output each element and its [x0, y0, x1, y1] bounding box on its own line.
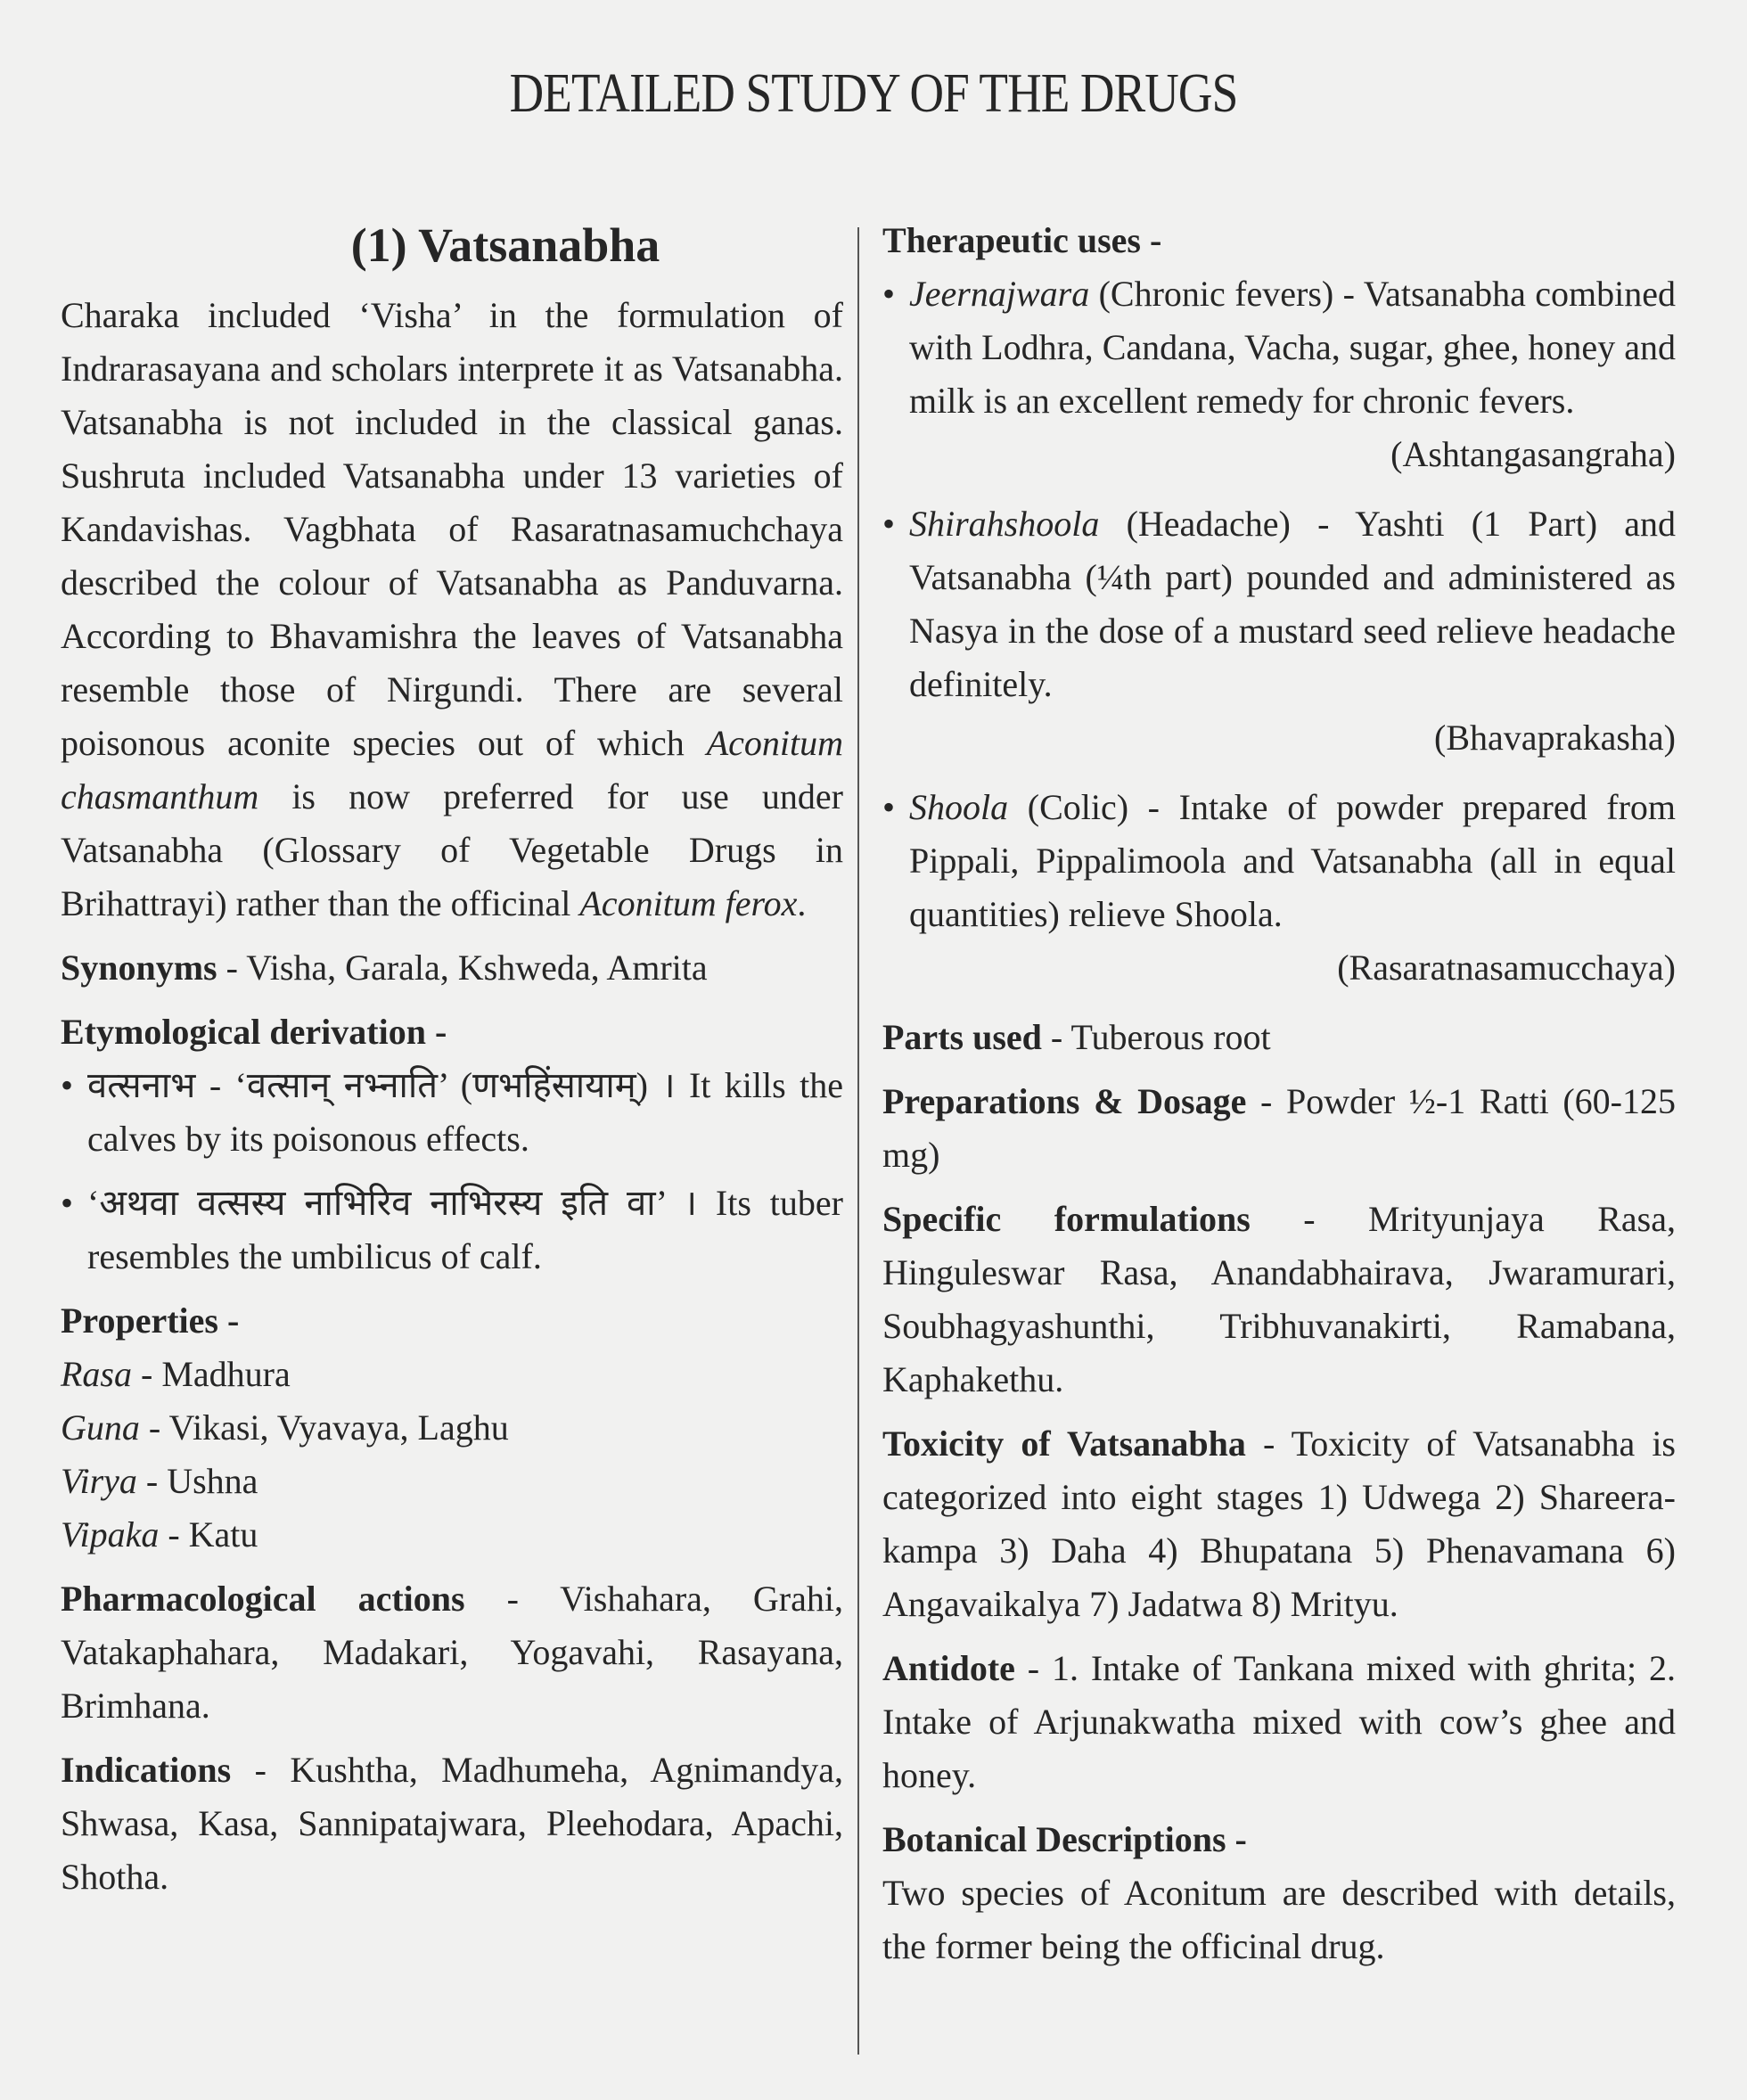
- synonyms: [61, 941, 843, 995]
- property-vipaka: [61, 1508, 843, 1562]
- therapeutic-label: Therapeutic uses -: [882, 220, 1162, 260]
- intro-text: .: [797, 883, 807, 923]
- property-term: Vipaka: [61, 1514, 160, 1554]
- item-term: Shoola: [909, 787, 1009, 827]
- property-value: - Katu: [159, 1514, 258, 1554]
- section-text: - Tuberous root: [1041, 1017, 1271, 1057]
- intro-paragraph: [61, 289, 843, 931]
- section-label: Specific formulations: [882, 1199, 1251, 1239]
- antidote: [882, 1642, 1676, 1802]
- intro-text: Charaka included ‘Visha’ in the formulation of Indrarasayana and scholars interprete it as Vatsanabha. Vatsanabha is not included in the classical ganas. Sushruta included Vatsanabha under 13 varieties of Kandavishas. Vagbhata of Rasaratnasamuchchaya described the colour of Vatsanabha as Panduvarna. According to Bhavamishra the leaves of Vatsanabha resemble those of Nirgundi. There are several poisonous aconite species out of which: [61, 295, 843, 763]
- section-label: Preparations & Dosage: [882, 1081, 1247, 1121]
- parts-used: [882, 1011, 1676, 1064]
- pharmacological-actions: [61, 1572, 843, 1733]
- etymology-label: Etymological derivation -: [61, 1012, 447, 1052]
- drug-heading: (1) Vatsanabha: [350, 218, 660, 272]
- item-text: (Colic) - Intake of powder prepared from Pippali, Pippalimoola and Vatsanabha (all in equal quantities) relieve Shoola.: [909, 787, 1676, 934]
- item-text: (Headache) - Yashti (1 Part) and Vatsanabha (¼th part) pounded and administered as Nasya in the dose of a mustard seed relieve headache definitely.: [909, 504, 1676, 704]
- property-value: - Vikasi, Vyavaya, Laghu: [139, 1407, 509, 1448]
- botanical-text: Two species of Aconitum are described with details, the former being the officinal drug.: [882, 1873, 1676, 1966]
- therapeutic-item: [882, 497, 1676, 711]
- section-text: - Visha, Garala, Kshweda, Amrita: [217, 947, 708, 988]
- section-label: Pharmacological actions: [61, 1579, 465, 1619]
- etymology-item: • वत्सनाभ - ‘वत्सान् नभ्नाति’ (णभहिंसायाम्) । It kills the calves by its poisonous effects.: [61, 1059, 843, 1166]
- citation: (Bhavaprakasha): [1434, 718, 1676, 758]
- property-term: Guna: [61, 1407, 140, 1448]
- section-label: Toxicity of Vatsanabha: [882, 1423, 1246, 1464]
- property-rasa: [61, 1348, 843, 1401]
- section-label: Indications: [61, 1750, 232, 1790]
- property-term: Rasa: [61, 1354, 132, 1394]
- section-label: Parts used: [882, 1017, 1042, 1057]
- property-term: Virya: [61, 1461, 137, 1501]
- therapeutic-item: [882, 781, 1676, 941]
- left-column: [61, 214, 843, 1915]
- item-term: Shirahshoola: [909, 504, 1100, 544]
- properties-label: Properties -: [61, 1300, 240, 1341]
- property-virya: [61, 1455, 843, 1508]
- species-name: Aconitum chasmanthum: [61, 723, 843, 816]
- property-value: - Ushna: [136, 1461, 258, 1501]
- section-text: - Powder ½-1 Ratti (60-125 mg): [882, 1081, 1677, 1175]
- section-label: Synonyms: [61, 947, 217, 988]
- etymology-item: • ‘अथवा वत्सस्य नाभिरिव नाभिरस्य इति वा’ । Its tuber resembles the umbilicus of calf.: [61, 1177, 843, 1284]
- page-title: DETAILED STUDY OF THE DRUGS: [509, 63, 1238, 124]
- section-text: - Kushtha, Madhumeha, Agnimandya, Shwasa, Kasa, Sannipatajwara, Pleehodara, Apachi, Shotha.: [61, 1750, 843, 1897]
- right-column: [882, 214, 1676, 1984]
- citation: (Rasaratnasamucchaya): [1337, 947, 1676, 988]
- section-text: - Vishahara, Grahi, Vatakaphahara, Madakari, Yogavahi, Rasayana, Brimhana.: [61, 1579, 843, 1726]
- preparations-dosage: [882, 1075, 1676, 1182]
- section-text: - 1. Intake of Tankana mixed with ghrita; 2. Intake of Arjunakwatha mixed with cow’s ghee and honey.: [882, 1648, 1676, 1795]
- section-label: Antidote: [882, 1648, 1015, 1688]
- intro-text: is now preferred for use under Vatsanabha (Glossary of Vegetable Drugs in Brihattrayi) rather than the officinal: [61, 776, 843, 923]
- property-value: - Madhura: [132, 1354, 291, 1394]
- item-term: Jeernajwara: [909, 274, 1090, 314]
- therapeutic-item: [882, 267, 1676, 428]
- section-text: - Mrityunjaya Rasa, Hinguleswar Rasa, Anandabhairava, Jwaramurari, Soubhagyashunthi, Tribhuvanakirti, Ramabana, Kaphakethu.: [882, 1199, 1676, 1399]
- property-guna: [61, 1401, 843, 1455]
- toxicity: [882, 1417, 1676, 1631]
- species-name: Aconitum ferox: [579, 883, 798, 923]
- item-text: (Chronic fevers) - Vatsanabha combined with Lodhra, Candana, Vacha, sugar, ghee, honey and milk is an excellent remedy for chronic fevers.: [909, 274, 1676, 421]
- botanical-label: Botanical Descriptions -: [882, 1819, 1247, 1859]
- citation: (Ashtangasangraha): [1390, 434, 1676, 474]
- column-divider: [857, 227, 859, 2055]
- section-text: - Toxicity of Vatsanabha is categorized into eight stages 1) Udwega 2) Shareera-kampa 3) Daha 4) Bhupatana 5) Phenavamana 6) Angavaikalya 7) Jadatwa 8) Mrityu.: [882, 1423, 1676, 1624]
- specific-formulations: [882, 1193, 1676, 1407]
- indications: [61, 1743, 843, 1904]
